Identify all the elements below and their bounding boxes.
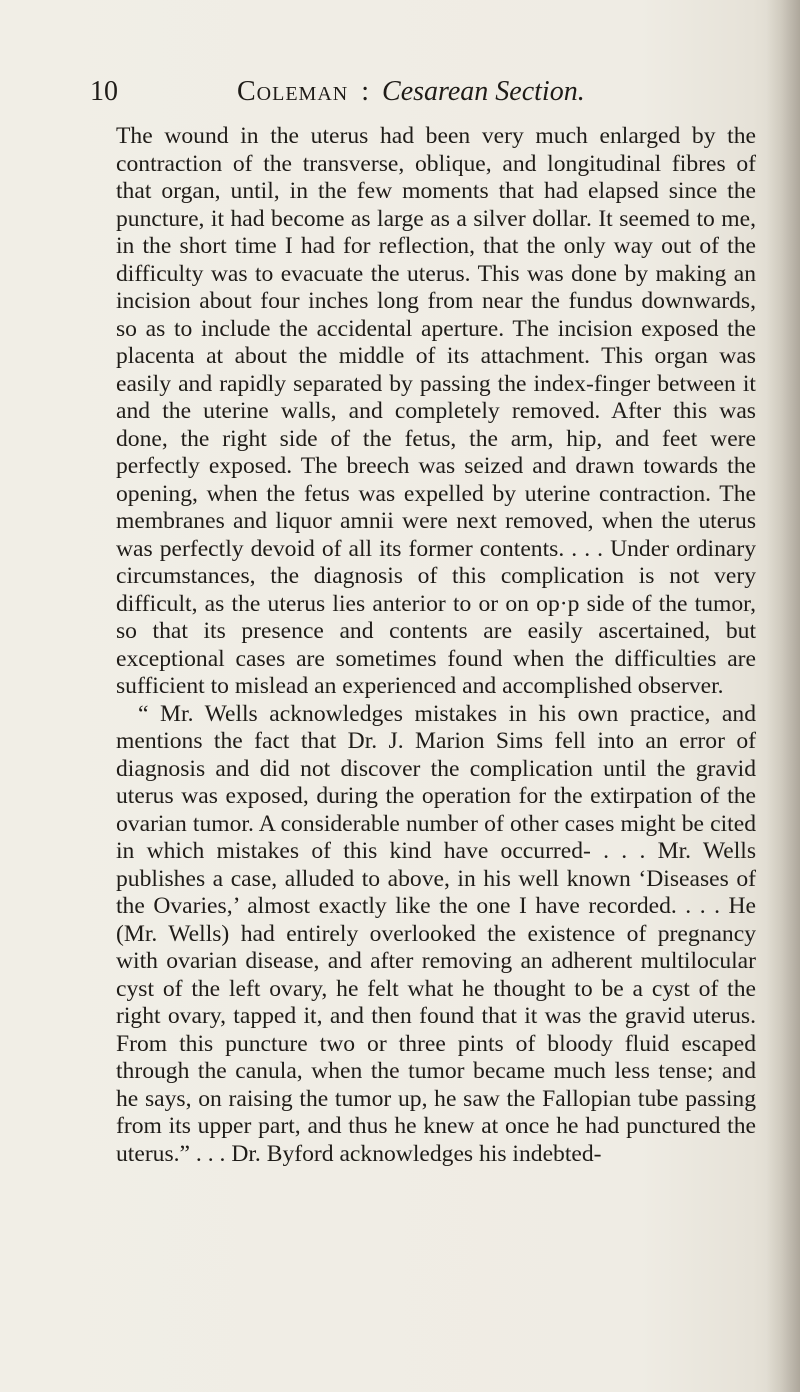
running-head-author: Coleman xyxy=(237,76,349,107)
page-header xyxy=(90,72,750,112)
body-text xyxy=(116,123,756,1168)
running-head-title: Cesarean Section. xyxy=(382,76,585,107)
page-number: 10 xyxy=(90,76,118,107)
running-head-separator: : xyxy=(361,76,370,107)
page-edge-shadow xyxy=(766,0,800,1392)
paragraph-2: “ Mr. Wells acknowledges mistakes in his own practice, and mentions the fact that Dr. J. Marion Sims fell into an error of diagnosis and did not discover the complication until the gravid uterus was exposed, during the operation for the extirpation of the ovarian tumor. A considerable number of other cases might be cited in which mistakes of this kind have occurred- . . . Mr. Wells publishes a case, alluded to above, in his well known ‘Diseases of the Ovaries,’ almost exactly like the one I have recorded. . . . He (Mr. Wells) had entirely overlooked the existence of pregnancy with ovarian disease, and after removing an adherent multilocular cyst of the left ovary, he felt what he thought to be a cyst of the right ovary, tapped it, and then found that it was the gravid uterus. From this puncture two or three pints of bloody fluid escaped through the canula, when the tumor became much less tense; and he says, on raising the tumor up, he saw the Fallopian tube passing from its upper part, and thus he knew at once he had punctured the uterus.” . . . Dr. Byford acknowledges his indebted- xyxy=(116,700,756,1167)
running-head xyxy=(237,72,585,112)
paragraph-1: The wound in the uterus had been very much enlarged by the contraction of the transverse, oblique, and longitudinal fibres of that organ, until, in the few moments that had elapsed since the puncture, it had become as large as a silver dollar. It seemed to me, in the short time I had for reflection, that the only way out of the difficulty was to evacuate the uterus. This was done by making an incision about four inches long from near the fundus downwards, so as to include the accidental aperture. The incision exposed the placenta at about the middle of its attachment. This organ was easily and rapidly separated by passing the index-finger between it and the uterine walls, and completely removed. After this was done, the right side of the fetus, the arm, hip, and feet were perfectly exposed. The breech was seized and drawn towards the opening, when the fetus was expelled by uterine contraction. The membranes and liquor amnii were next removed, when the uterus was perfectly devoid of all its former contents. . . . Under ordinary circumstances, the diagnosis of this complication is not very difficult, as the uterus lies anterior to or on op·p side of the tumor, so that its presence and contents are easily ascertained, but exceptional cases are sometimes found when the difficulties are sufficient to mislead an experienced and accomplished observer. xyxy=(116,123,756,699)
